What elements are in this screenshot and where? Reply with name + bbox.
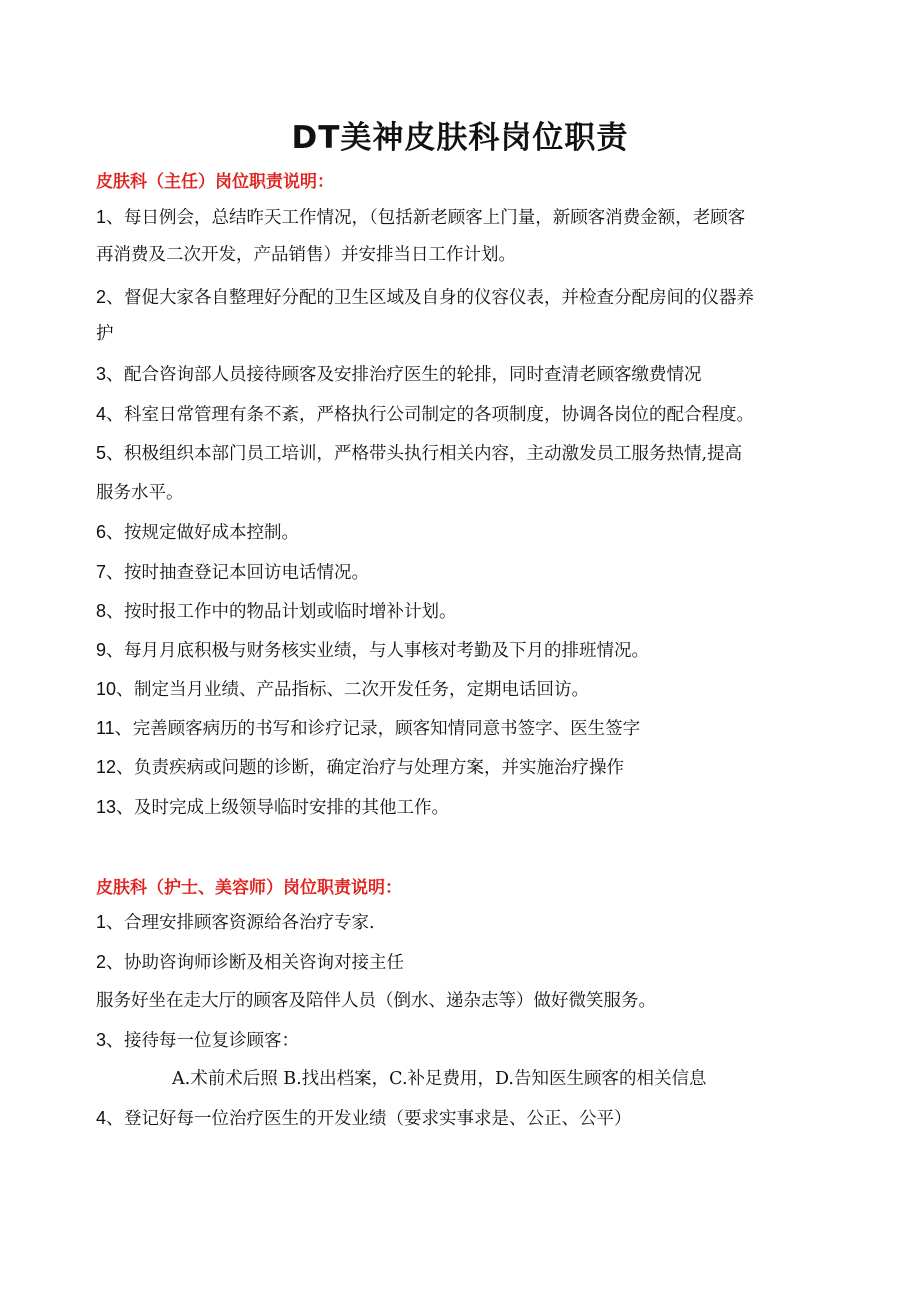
- item-text: 按规定做好成本控制。: [124, 523, 300, 543]
- duty-item: [96, 402, 754, 427]
- item-text: 每月月底积极与财务核实业绩，与人事核对考勤及下月的排班情况。: [124, 641, 650, 661]
- duty-item: [96, 441, 742, 466]
- item-number: 1、: [96, 912, 125, 932]
- item-text: 负责疾病或问题的诊断，确定治疗与处理方案，并实施治疗操作: [134, 758, 625, 778]
- duty-item: [96, 205, 745, 230]
- item-text: 及时完成上级领导临时安排的其他工作。: [134, 798, 450, 818]
- item-number: 7、: [96, 562, 125, 582]
- document-title: DT美神皮肤科岗位职责: [291, 120, 629, 156]
- item-text: 积极组织本部门员工培训，严格带头执行相关内容，主动激发员工服务热情,提高: [124, 444, 743, 464]
- item-number: 11、: [96, 718, 133, 738]
- duty-item: [96, 950, 404, 975]
- item-number: 2、: [96, 952, 125, 972]
- item-number: 10、: [96, 679, 135, 699]
- item-text: 接待每一位复诊顾客：: [124, 1031, 300, 1051]
- section-heading-director: 皮肤科（主任）岗位职责说明：: [96, 172, 334, 192]
- duty-item: [96, 560, 369, 585]
- duty-item: [96, 755, 624, 780]
- duty-item-note: [96, 989, 656, 1013]
- duty-item: [96, 795, 449, 820]
- item-text: 完善顾客病历的书写和诊疗记录，顾客知情同意书签字、医生签字: [132, 719, 641, 739]
- duty-subitem: [172, 1067, 706, 1091]
- item-number: 1、: [96, 207, 125, 227]
- item-text: 督促大家各自整理好分配的卫生区域及自身的仪容仪表，并检查分配房间的仪器养: [124, 288, 755, 308]
- item-number: 3、: [96, 1030, 125, 1050]
- duty-item: [96, 520, 299, 545]
- item-number: 13、: [96, 797, 135, 817]
- item-number: 8、: [96, 601, 125, 621]
- duty-item: [96, 285, 754, 310]
- item-text: 合理安排顾客资源给各治疗专家.: [124, 913, 375, 933]
- duty-item-continuation: [96, 481, 184, 505]
- duty-item: [96, 638, 649, 663]
- item-number: 3、: [96, 364, 125, 384]
- duty-item: [96, 716, 640, 741]
- item-text: 按时抽查登记本回访电话情况。: [124, 563, 370, 583]
- item-number: 4、: [96, 1108, 125, 1128]
- item-text: 服务水平。: [96, 483, 184, 503]
- duty-item: [96, 910, 375, 935]
- item-text: A.术前术后照 B.找出档案，C.补足费用，D.告知医生顾客的相关信息: [172, 1069, 707, 1089]
- item-text: 服务好坐在走大厅的顾客及陪伴人员（倒水、递杂志等）做好微笑服务。: [96, 991, 656, 1011]
- duty-item: [96, 677, 589, 702]
- duty-item: [96, 362, 702, 387]
- section-heading-nurse: 皮肤科（护士、美容师）岗位职责说明：: [96, 878, 402, 898]
- item-number: 9、: [96, 640, 125, 660]
- item-text: 制定当月业绩、产品指标、二次开发任务，定期电话回访。: [134, 680, 590, 700]
- item-text: 登记好每一位治疗医生的开发业绩（要求实事求是、公正、公平）: [124, 1109, 632, 1129]
- item-text: 协助咨询师诊断及相关咨询对接主任: [124, 953, 405, 973]
- item-text: 科室日常管理有条不紊，严格执行公司制定的各项制度，协调各岗位的配合程度。: [124, 405, 755, 425]
- item-text: 配合咨询部人员接待顾客及安排治疗医生的轮排，同时查清老顾客缴费情况: [124, 365, 702, 385]
- item-text: 再消费及二次开发，产品销售）并安排当日工作计划。: [96, 245, 516, 265]
- duty-item-continuation: [96, 243, 516, 267]
- item-text: 按时报工作中的物品计划或临时增补计划。: [124, 602, 457, 622]
- item-number: 2、: [96, 287, 125, 307]
- duty-item: [96, 1028, 299, 1053]
- duty-item: [96, 599, 457, 624]
- item-text: 护: [96, 324, 114, 344]
- item-number: 6、: [96, 522, 125, 542]
- item-text: 每日例会，总结昨天工作情况，（包括新老顾客上门量，新顾客消费金额，老顾客: [124, 208, 746, 228]
- duty-item-continuation: [96, 322, 114, 346]
- item-number: 12、: [96, 757, 135, 777]
- item-number: 4、: [96, 404, 125, 424]
- duty-item: [96, 1106, 632, 1131]
- item-number: 5、: [96, 443, 125, 463]
